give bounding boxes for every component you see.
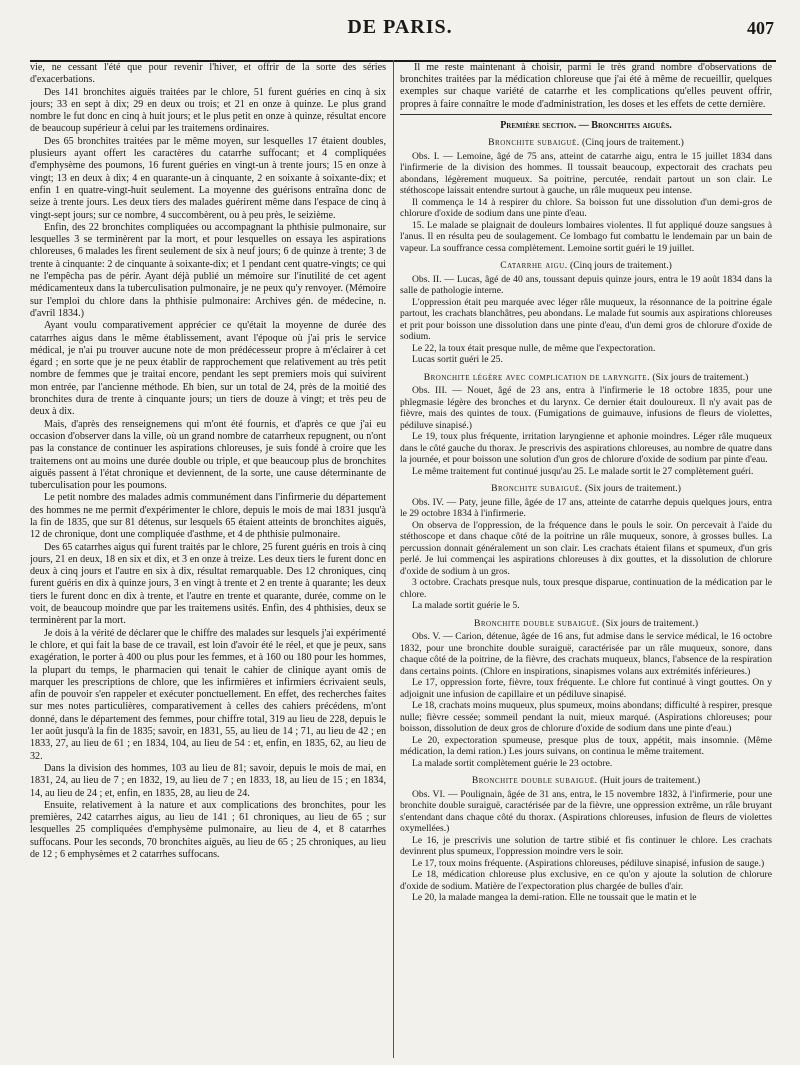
section-rule xyxy=(400,114,772,115)
paragraph: Le 18, crachats moins muqueux, plus spumeux, moins abondans; difficulté à respirer, presque nulle; fièvre cessée; sommeil pendant la nuit, mieux marqué. (Aspirations chloreuses; pour boisson, dissolution de deux gros de chlorure d'oxide de sodium dans une pinte d'eau.) xyxy=(400,700,772,735)
case-type: Bronchite légère avec complication de laryngite. xyxy=(423,371,650,383)
paragraph: Le 16, je prescrivis une solution de tartre stibié et fis continuer le chlore. Les crachats devinrent plus spumeux, l'oppression moindre vers le soir. xyxy=(400,834,772,858)
case-duration: (Six jours de traitement.) xyxy=(652,371,749,383)
paragraph: L'oppression était peu marquée avec léger râle muqueux, la résonnance de la poitrine égale partout, les crachats blanchâtres, peu abondans. Le malade fut soumis aux aspirations chloreuses et prit pour boisson une dissolution dans une pinte d'eau, d'un demi gros de chlorure d'oxide de sodium. xyxy=(400,296,772,343)
case-type: Bronchite double subaiguë. xyxy=(471,775,598,787)
paragraph: Obs. I. — Lemoine, âgé de 75 ans, atteint de catarrhe aigu, entra le 15 juillet 1834 dans l'infirmerie de la division des hommes. Il toussait beaucoup, expectorait des crachats peu abondans, légèrement muqueux. Sa poitrine, percutée, rendait partout un son clair. Le stéthoscope laissait entendre surtout à gauche, un râle muqueux peu intense. xyxy=(400,150,772,197)
section-title: Première section. — Bronchites aiguës. xyxy=(500,119,672,131)
paragraph: Le 17, toux moins fréquente. (Aspirations chloreuses, pédiluve sinapisé, infusion de sauge.) xyxy=(412,857,765,869)
case-duration: (Cinq jours de traitement.) xyxy=(582,137,684,149)
case-duration: (Six jours de traitement.) xyxy=(602,617,699,629)
paragraph: Le 18, médication chloreuse plus exclusive, en ce qu'on y ajoute la solution de chlorure d'oxide de sodium. Matière de l'expectoration plus chargée de bulles d'air. xyxy=(400,869,772,892)
paragraph: Le 22, la toux était presque nulle, de même que l'expectoration. xyxy=(412,342,656,354)
case-heading xyxy=(400,137,772,149)
page-title: DE PARIS. xyxy=(347,16,453,38)
case-heading xyxy=(400,372,772,384)
case-observation-4 xyxy=(400,483,772,612)
paragraph: Lucas sortit guéri le 25. xyxy=(412,354,503,366)
paragraph: On observa de l'oppression, de la fréquence dans le pouls le soir. On percevait à l'aide du stéthoscope et dans chaque côté de la poitrine un râle muqueux, sonore, à grosses bulles. La percussion donnait généralement un son clair. Les crachats étaient filans et spumeux, d'un gris perlé. Je lui commençai les aspirations chloreuses à dix gouttes, et la dissolution de chlorure d'oxide de sodium à un gros. xyxy=(400,519,772,577)
paragraph: Enfin, des 22 bronchites compliquées ou accompagnant la phthisie pulmonaire, sur lesquelles 3 se terminèrent par la mort, et pour lesquelles on essaya les aspirations chloreuses, 6 malades les firent seulement de six à neuf jours; 6 de quinze à trente; 3 de trente à cinquante: 2 de cinquante à soixante-dix; et 1 pendant cent quatre-vingts; ce qui ne l'empêcha pas de périr. Ayant déjà publié un mémoire sur l'inutilité de cet agent médicamenteux dans la tuberculisation pulmonaire, je ne peux qu'y renvoyer. (Mémoire sur l'emploi du chlore dans la phthisie pulmonaire: Archives gén. de médecine, n. d'avril 1834.) xyxy=(30,221,386,319)
paragraph: Le 20, la malade mangea la demi-ration. Elle ne toussait que le matin et le xyxy=(412,892,697,904)
case-type: Bronchite subaiguë. xyxy=(488,137,580,149)
case-duration: (Six jours de traitement.) xyxy=(584,483,681,495)
paragraph: 15. Le malade se plaignait de douleurs lombaires violentes. Il fut appliqué douze sangsues à l'anus. Il en résulta peu de soulagement. Ce lombago fut combattu le lendemain par un bain de vapeur. La souffrance cessa complètement. Lemoine sortit guéri le 19 juillet. xyxy=(400,219,772,254)
paragraph: vie, ne cessant l'été que pour revenir l'hiver, et offrir de la sorte des séries d'exacerbations. xyxy=(30,62,386,86)
case-observation-3 xyxy=(400,372,772,478)
case-type: Catarrhe aigu. xyxy=(500,260,568,272)
paragraph: Ayant voulu comparativement apprécier ce qu'était la moyenne de durée des catarrhes aigus dans le même établissement, avant l'époque où j'ai pris le service médical, je n'ai pu trouver aucune note de mon prédécesseur propre à m'éclairer à cet égard ; en sorte que je ne peux établir de rapprochement que relativement au très petit nombre de femmes que je traitai encore, pendant les sept premiers mois qui suivirent mon entrée, par l'ancienne méthode. Eh bien, sur un total de 24, près de la moitié des bronchites dura de trente à cinquante jours; un tiers de douze à vingt; et très peu de deux à dix. xyxy=(30,320,386,418)
case-observation-2 xyxy=(400,260,772,366)
paragraph: Je dois à la vérité de déclarer que le chiffre des malades sur lesquels j'ai expérimenté le chlore, et qui fait la base de ce travail, est loin d'avoir été le réel, et que je peux, sans exagération, le porter à 400 ou plus pour les femmes, et à 160 ou 180 pour les hommes, la plupart du temps, le pharmacien qui tenait le cahier de clinique ayant omis de marquer les prescriptions de chlore, que les infirmières et infirmiers écrivaient seuls, afin de pouvoir s'en rappeler et exécuter ponctuellement. En effet, des recherches faites sur mes notes particulières, comparativement à celles des cahiers précédens, m'ont donné, dans le département des femmes, pour chiffre total, 319 au lieu de 228, depuis le 1er août jusqu'à la fin de 1835; savoir, en 1831, 55, au lieu de 14 ; 71, au lieu de 42 ; en 1833, 27, au lieu de 61 ; en 1834, 104, au lieu de 54 : et, enfin, en 1835, 62, au lieu de 32. xyxy=(30,627,386,762)
paragraph: Obs. IV. — Paty, jeune fille, âgée de 17 ans, atteinte de catarrhe depuis quelques jours, entra le 29 octobre 1834 à l'infirmerie. xyxy=(400,496,772,520)
left-column xyxy=(30,62,386,1057)
paragraph: Le 19, toux plus fréquente, irritation laryngienne et aphonie moindres. Léger râle muqueux dans le côté gauche du thorax. Je prescrivis des aspirations chloreuses, au nombre de quatre dans la journée, et pour boisson une solution d'un gros de chlorure d'oxide de sodium par pinte d'eau. xyxy=(400,431,772,466)
case-observation-5 xyxy=(400,618,772,770)
case-observation-6 xyxy=(400,775,772,904)
paragraph: Le même traitement fut continué jusqu'au 25. Le malade sortit le 27 complètement guéri. xyxy=(412,465,754,477)
page-number: 407 xyxy=(747,18,774,38)
paragraph: Obs. V. — Carion, détenue, âgée de 16 ans, fut admise dans le service médical, le 16 octobre 1832, pour une bronchite double suraiguë, caractérisée par un râle muqueux, sonore, dans chaque côté de la poitrine, de la fièvre, des crachats muqueux, blancs, l'absence de la respiration dans certains points. (Chlore en inspirations, sinapismes volans aux extrémités inférieures.) xyxy=(400,631,772,677)
case-heading xyxy=(400,483,772,495)
case-heading xyxy=(400,618,772,630)
paragraph: Il commença le 14 à respirer du chlore. Sa boisson fut une dissolution d'un demi-gros de chlorure d'oxide de sodium dans une pinte d'eau. xyxy=(400,196,772,220)
case-heading xyxy=(400,260,772,272)
case-type: Bronchite double subaiguë. xyxy=(473,617,600,629)
paragraph: Obs. II. — Lucas, âgé de 40 ans, toussant depuis quinze jours, entra le 19 août 1834 dans la salle de pathologie interne. xyxy=(400,273,772,297)
right-column xyxy=(400,62,772,1057)
case-duration: (Cinq jours de traitement.) xyxy=(570,260,672,272)
paragraph: 3 octobre. Crachats presque nuls, toux presque disparue, continuation de la médication par le chlore. xyxy=(400,577,772,600)
case-heading xyxy=(400,775,772,787)
paragraph: Obs. VI. — Poulignain, âgée de 31 ans, entra, le 15 novembre 1832, à l'infirmerie, pour une bronchite double suraiguë, caractérisée par de la fièvre, une oppression extrême, un râle bruyant s'entendant dans chaque côté du thorax. (Aspirations chloreuses, infusion de fleurs de violettes oxymellées.) xyxy=(400,788,772,835)
paragraph: Obs. III. — Nouet, âgé de 23 ans, entra à l'infirmerie le 18 octobre 1835, pour une phlegmasie légère des bronches et du larynx. Ce dernier était douloureux. Il n'y avait pas de fièvre, mais des quintes de toux. (Fumigations de guimauve, infusions de fleurs de violettes, pédiluve sinapisé.) xyxy=(400,385,772,431)
paragraph: Le 20, expectoration spumeuse, presque plus de toux, appétit, mais insomnie. (Même médication, la demi ration.) Les jours suivans, on continua le même traitement. xyxy=(400,734,772,758)
paragraph: Des 65 catarrhes aigus qui furent traités par le chlore, 25 furent guéris en trois à cinq jours, 21 en deux, 18 en six et dix, et 3 en onze à treize. Les deux tiers le furent donc en deux à cinq jours et l'autre en six à dix, résultat remarquable. Des 12 chroniques, cinq furent guéris en dix à quinze jours, 3 en vingt à trente et 2 en trente à quarante; les deux tiers le furent donc en dix à trente, et l'autre en trente et quarante, durée, comme on le voit, de beaucoup moindre que par les traitemens usités. Enfin, des 4 phthisies, deux se terminèrent par la mort. xyxy=(30,541,386,627)
case-duration: (Huit jours de traitement.) xyxy=(599,775,701,787)
case-observation-1 xyxy=(400,137,772,254)
case-type: Bronchite subaiguë. xyxy=(491,483,583,495)
page-header xyxy=(0,16,800,46)
paragraph: La malade sortit guérie le 5. xyxy=(412,600,520,612)
column-divider xyxy=(393,60,394,1058)
paragraph: Des 65 bronchites traitées par le même moyen, sur lesquelles 17 étaient doubles, plusieurs ayant offert les caractères du catarrhe suffocant; et 4 compliquées d'emphysème des poumons, 16 furent guéries en vingt-un à trente jours; 15 en onze à vingt; 13 en deux à dix; 4 en quarante-un à cinquante, 2 en soixante à soixante-dix; et enfin 1 en quatre-vingt-huit seulement. La moyenne des guérisons entraîna donc de seize à trente jours. Les deux tiers des malades guérirent même dans l'espace de cinq à vingt-sept jours; sur ce nombre, 4 succombèrent, ou à peu près, le seizième. xyxy=(30,135,386,221)
paragraph: Ensuite, relativement à la nature et aux complications des bronchites, pour les premières, 242 catarrhes aigus, au lieu de 141 ; 61 chroniques, au lieu de 65 ; sur lesquelles 25 compliquées d'emphysème pulmonaire, au lieu de 4, et 8 catarrhes suffocans. Pour les seconds, 70 bronchites aiguës, au lieu de 65 ; 25 chroniques, au lieu de 12 ; 6 emphysèmes et 2 catarrhes suffocans. xyxy=(30,799,386,860)
paragraph: Le 17, oppression forte, fièvre, toux fréquente. Le chlore fut continué à vingt gouttes. On y adjoignit une infusion de capillaire et un pédiluve sinapisé. xyxy=(400,677,772,700)
paragraph: Mais, d'après des renseignemens qui m'ont été fournis, et d'après ce que j'ai eu occasion d'observer dans la ville, où un grand nombre de catarrheux repugnent, ou n'ont pas la constance de continuer les aspirations chloreuses, je suis fondé à croire que les traitemens ont au moins une durée double ou triple, et que beaucoup plus de bronchites aiguës passent à l'état chronique et deviennent, de la sorte, une cause déterminante de tuberculisation pour les poumons. xyxy=(30,418,386,492)
intro-paragraph: Il me reste maintenant à choisir, parmi le très grand nombre d'observations de bronchites traitées par la médication chloreuse que j'ai été à même de recueillir, quelques exemples sur chaque variété de catarrhe et les complications qu'elles peuvent offrir, propres à faire connaître le mode d'administration, les doses et les effets de cette dernière. xyxy=(400,62,772,110)
paragraph: Le petit nombre des malades admis communément dans l'infirmerie du département des hommes ne me permit d'expérimenter le chlore, depuis le mois de mai 1831 jusqu'à la fin de 1835, que sur 81 détenus, sur lesquels 65 étaient atteints de bronchites aiguës, 12 de chronique, dont une compliquée d'asthme, et 4 de phthisie pulmonaire. xyxy=(30,492,386,541)
paragraph: Dans la division des hommes, 103 au lieu de 81; savoir, depuis le mois de mai, en 1831, 24, au lieu de 7 ; en 1832, 19, au lieu de 7 ; en 1833, 18, au lieu de 15 ; en 1834, 14, au lieu de 24 ; et, enfin, en 1835, 28, au lieu de 24. xyxy=(30,762,386,799)
paragraph: La malade sortit complètement guérie le 23 octobre. xyxy=(412,757,613,769)
paragraph: Des 141 bronchites aiguës traitées par le chlore, 51 furent guéries en cinq à six jours; 33 en sept à dix; 29 en deux ou trois; et 21 en onze à quinze. Le plus grand nombre le fut donc en cinq à huit jours; et le plus petit en onze à quinze, résultat encore de beaucoup supérieur à celui par les traitemens ordinaires. xyxy=(30,86,386,135)
